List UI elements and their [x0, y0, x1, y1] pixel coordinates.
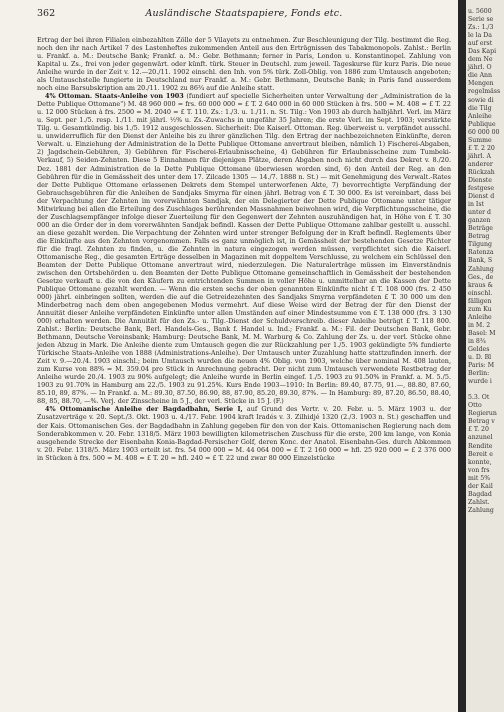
facing-page-line: Geldes	[468, 345, 490, 353]
facing-page-line: die Ann	[468, 72, 493, 80]
facing-page-line: anderer	[468, 160, 493, 168]
facing-page-line: unter d	[468, 209, 492, 217]
facing-page-line: anzunel	[468, 434, 493, 442]
facing-page-line: Zs.: 1./3	[468, 24, 494, 32]
facing-page-line: in 8¾	[468, 337, 486, 345]
entry-heading: 4% Ottoman. Staats-Anleihe von 1903	[45, 92, 184, 101]
facing-page-line: einschl.	[468, 289, 493, 297]
facing-page-line: Zahlung	[468, 265, 494, 273]
facing-page-line: Ges., de	[468, 273, 494, 281]
facing-page-line: Berlin:	[468, 370, 490, 378]
facing-page-line: Betrag	[468, 233, 490, 241]
facing-page-line: sowie di	[468, 96, 494, 104]
facing-page-line: der Kail	[468, 482, 493, 490]
page-body	[37, 36, 451, 462]
facing-page-line: Summe	[468, 136, 492, 144]
facing-page-line: Ratenza	[468, 249, 494, 257]
facing-page-line: Anleihe	[468, 112, 492, 120]
facing-page-line: festgese	[468, 185, 495, 193]
facing-page-line: mit 5%	[468, 474, 491, 482]
facing-page-line: Beträge	[468, 225, 493, 233]
facing-page-line	[468, 386, 504, 394]
facing-page-line: Dienste	[468, 176, 492, 184]
paragraph-text: (fundiert auf specielle Sicherheiten unter Verwaltung der „Administration de la Dette Publique Ottomane") M. 48 960 000 = frs. 60 000 000 = £ T. 2 640 000 in 60 000 Stücken à frs. 500 = M. 408 = £ T. 22 u. 12 000 Stücken à frs. 2500 = M. 2040 = £ T. 110. Zs.: 1./3. u. 1./11. n. St. Tilg.: Von 1903 ab durch halbjährl. Verl. im März u. Sept. per 1./5. resp. 1./11. mit jährl. ½% u. Zs.-Zuwachs in ungefähr 35 Jahren; die erste Verl. im Sept. 1903; verstärkte Tilg. u. Gesamtkündig. bis 1./5. 1912 ausgeschlossen. Sicherheit: Die Kaiserl. Ottoman. Reg. überweist u. verpfändet ausschl. u. unwiderruflich für den Dienst der Anleihe bis zu ihrer gänzlichen Tilg. den Ertrag der nachbezeichneten Einkünfte, deren Verwalt. u. Einziehung der Administration de la Dette Publique Ottomane anvertraut bleiben, nämlich 1) Fischerei-Abgaben, 2) Jagdschein-Gebühren, 3) Gebühren für Fischerei-Erlaubnisscheine, 4) Gebühren für Erlaubnisscheine zum Tumbeki-Verkauf, 5) Seiden-Zehnten. Diese 5 Einnahmen für diejenigen Plätze, deren Abgaben noch nicht durch das Dekret v. 8./20. Dez. 1881 der Administration de la Dette Publique Ottomane überwiesen worden sind, 6) den Anteil der Reg. an den Gebühren für die in Gemässheit des unter dem 17. Zilcade 1305 — 14./7. 1888 n. St.) — mit Genehmigung des Verwalt.-Rates der Dette Publique Ottomane erlassenen Dekrets dem Stempel unterworfenen Akte, 7) bevorrechtigte Verpfändung der Gebrauchsgebühren für die Anleihen de Sandjaks Smyrna für einen jährl. Betrag von £ T. 30 000. Es ist vereinbart, dass bei der Verpachtung der Zehnten im vorerwähnten Sandjak, der ein Delegierter der Dette Publique Ottomane unter tätiger Mitwirkung bei allen die Erteilung des Zuschlages berührenden Massnahmen beiwohnen wird, die Verpflichtungsscheine, die der Zuschlagsempfänger infolge dieser Zuerteilung für den Gegenwert der Zehnten auszuhändigen hat, in Höhe von £ T. 30 000 an die Order der in dem vorerwähnten Sandjak befindl. Kassen der Dette Publique Ottomane zahlbar gestellt u. ausschl. an diese gezahlt werden. Die Verpachtung der Zehnten wird unter strenger Befolgung der in Kraft befindl. Reglements über die Einkünfte aus den Zehnten vorgenommen. Falls es ganz unmöglich ist, in Gemässheit der bestehenden Gesetze Pächter für die fragl. Zehnten zu finden, u. die Zehnten in natura eingezogen werden müssen, verpflichtet sich die Kaiserl. Ottomanische Reg., die gesamten Erträge desselben in Magazinen mit doppeltem Verschlusse, zu welchem ein Schlüssel den Beamten der Dette Publique Ottomane anvertraut wird, niederzulegen. Die Naturalerträge müssen im Einverständnis zwischen den Ortsbehörden u. den Beamten der Dette Publique Ottomane gemeinschaftlich in Gemässheit der bestehenden Gesetze verkauft u. die von den Käufern zu entrichtenden Summen in voller Höhe u. unmittelbar an die Kassen der Dette Publique Ottomane gezahlt werden. — Wenn die ersten sechs der oben genannten Einkünfte nicht £ T. 108 000 (frs. 2 450 000) jährl. einbringen sollten, werden die auf die Getreidezehnten des Sandjaks Smyrna verpfändeten £ T. 30 000 um den Minderbetrag nach dem oben angegebenen Modus vermehrt. Auf diese Weise wird der Betrag der für den Dienst der Annuität dieser Anleihe verpfändeten Einkünfte unter allen Umständen auf einer Mindestsumme von £ T. 138 000 (frs. 3 130 000) erhalten werden. Die Annuität für den Zs.- u. Tilg.-Dienst der Schuldverschreib. dieser Anleihe beträgt £ T. 118 800. Zahlst.: Berlin: Deutsche Bank, Berl. Handels-Ges., Bank f. Handel u. Ind.; Frankf. a. M.: Fil. der Deutschen Bank, Gebr. Bethmann, Deutsche Vereinsbank; Hamburg: Deutsche Bank, M. M. Warburg & Co. Zahlung der Zs. u. der verl. Stücke ohne jeden Abzug in Mark. Die Anleihe diente zum Umtausch gegen die zur Rückzahlung per 1./5. 1903 gekündigte 5% fundierte Türkische Staats-Anleihe von 1888 (Administrations-Anleihe). Der Umtausch unter Zuzahlung hatte stattzufinden innerh. der Zeit v. 9.—20./4. 1903 einschl.; beim Umtausch wurden die neuen 4% Oblig. von 1903, welche über nominal M. 408 lauten, zum Kurse von 88% = M. 359.04 pro Stück in Anrechnung gebracht. Der nicht zum Umtausch verwendete Restbetrag der Anleihe wurde 20./4. 1903 zu 90% aufgelegt; die Anleihe wurde in Berlin eingef. 1./5. 1903 zu 91.50% in Frankf. a. M. 5./5. 1903 zu 91.70% in Hamburg am 22./5. 1903 zu 91.25%. Kurs Ende 1903—1910: In Berlin: 89.40, 87.75, 91.—, 88.80, 87.60, 85.10, 89, 87%. — In Frankf. a. M.: 89.30, 87.50, 86.90, 88, 87.90, 85.20, 89.30, 87%. — In Hamburg: 89, 87.20, 86.50, 88.40, 88, 85, 88.70, —%. Verj. der Zinsscheine in 5 J., der verl. Stücke in 15 J. (F.)	[37, 92, 451, 406]
paragraph-text: Ertrag der bei ihren Filialen einbezahlten Zölle der 5 Vilayets zu entnehmen. Zur Beschleunigung der Tilg. bestimmt die Reg. noch den ihr nach Artikel 7 des Lastenheftes zukommenden Anteil aus den Erträgnissen des Tabakmonopols. Zahlst.: Berlin u. Frankf. a. M.: Deutsche Bank; Frankf. a. M.: Gebr. Bethmann; ferner in Paris, London u. Konstantinopel. Zahlung von Kapital u. Zs., frei von jeder gegenwärt. oder künft. türk. Steuer in Deutschl. zum jeweil. Tageskurse für kurz Paris. Die neue Anleihe wurde in der Zeit v. 12.—20./11. 1902 einschl. den Inh. von 5% türk. Zoll-Oblig. von 1886 zum Umtausch angeboten; als Umtauschstelle fungierte in Deutschland nur Frankf. a. M.: Gebr. Bethmann, Deutsche Bank; in Paris fand ausserdem noch eine Barsubskription am 20./11. 1902 zu 86¾ auf die Anleihe statt.	[37, 36, 451, 93]
facing-page-edge	[466, 0, 504, 712]
facing-page-line: wurde i	[468, 378, 492, 386]
facing-page-line: Anleihe	[468, 313, 492, 321]
facing-page-line: Basel: M	[468, 329, 496, 337]
facing-page-line: fälligen	[468, 297, 492, 305]
running-title: Ausländische Staatspapiere, Fonds etc.	[145, 8, 343, 19]
paragraph-zoll-anleihe	[37, 36, 451, 92]
facing-page-line: 5.3. Ot	[468, 394, 490, 402]
facing-page-line: Serie se	[468, 16, 494, 24]
facing-page-line: jährl. A	[468, 152, 491, 160]
facing-page-line: ganzen	[468, 217, 491, 225]
facing-page-line: Tilgung	[468, 241, 492, 249]
facing-page-line: dem Ne	[468, 56, 493, 64]
facing-page-line: £ T. 20	[468, 426, 489, 434]
facing-page-line: Bereit e	[468, 450, 493, 458]
facing-page-line: Publique	[468, 120, 496, 128]
facing-page-fragments	[466, 0, 504, 515]
facing-page-line: Dienst d	[468, 193, 495, 201]
facing-page-line: auf erst	[468, 40, 493, 48]
facing-page-line: Mengen	[468, 80, 494, 88]
facing-page-line: Das Kapi	[468, 48, 497, 56]
facing-page-line: 60 000 00	[468, 128, 500, 136]
facing-page-line: regelmäss	[468, 88, 501, 96]
facing-page-line: Betrag v	[468, 418, 495, 426]
facing-page-line: Rückzah	[468, 168, 495, 176]
facing-page-line: u. 5600	[468, 8, 492, 15]
facing-page-line: Zahlung	[468, 506, 494, 514]
facing-page-line: £ T. 2 20	[468, 144, 495, 152]
page-header	[37, 8, 451, 20]
facing-page-line: zum Ku	[468, 305, 492, 313]
facing-page-line: konnte,	[468, 458, 492, 466]
paragraph-bagdadbahn-anleihe	[37, 405, 451, 461]
facing-page-line: von frs	[468, 466, 490, 474]
paragraph-text: auf Grund des Vertr. v. 20. Febr. u. 5. März 1903 u. der Zusatzverträge v. 20. Sept./3. Okt. 1903 u. 4./17. Febr. 1904 kraft Iradés v. 3. Zilhidjé 1320 (2./3. 1903 n. St.) geschaffen und der Kais. Ottomanischen Ges. der Bagdadbahn in Zahlung gegeben für den von der Kais. Ottomanischen Regierung nach dem Sonderabkommen v. 20. Febr. 1318/5. März 1903 bewilligten kilometrischen Zuschuss für die erste, 200 km lange, von Konia ausgehende Strecke der Eisenbahn Konia-Bagdad-Persischer Golf, deren Konc. der Anatol. Eisenbahn-Ges. durch Abkommen v. 20. Febr. 1318/5. März 1903 erteilt ist. frs. 54 000 000 = M. 44 064 000 = £ T. 2 160 000 = hfl. 25 920 000 = £ 2 376 000 in Stücken à frs. 500 = M. 408 = £ T. 20 = hfl. 240 = £ T. 22 und zwar 80 000 Einzelstücke	[37, 405, 451, 462]
facing-page-line: Rendite	[468, 442, 493, 450]
entry-heading: 4% Ottomanische Anleihe der Bagdadbahn, Serie I,	[45, 405, 243, 414]
facing-page-line: Bagdad	[468, 490, 492, 498]
facing-page-line: in Ist	[468, 201, 485, 209]
page-number: 362	[37, 8, 56, 19]
facing-page-line: in M. 2	[468, 321, 491, 329]
facing-page-line: jährl. O	[468, 64, 492, 72]
facing-page-line: kraus &	[468, 281, 494, 289]
facing-page-line: Bank, S	[468, 257, 493, 265]
facing-page-line: Regierun	[468, 410, 497, 418]
facing-page-line: Zahlst.	[468, 498, 490, 506]
book-gutter	[458, 0, 466, 712]
facing-page-line: le la Da	[468, 32, 492, 40]
facing-page-line: die Tilg	[468, 104, 492, 112]
facing-page-line: Paris: M	[468, 362, 495, 370]
facing-page-line: Otto	[468, 402, 482, 410]
paragraph-staats-anleihe-1903	[37, 92, 451, 405]
facing-page-line: u. D. Bl	[468, 354, 492, 362]
